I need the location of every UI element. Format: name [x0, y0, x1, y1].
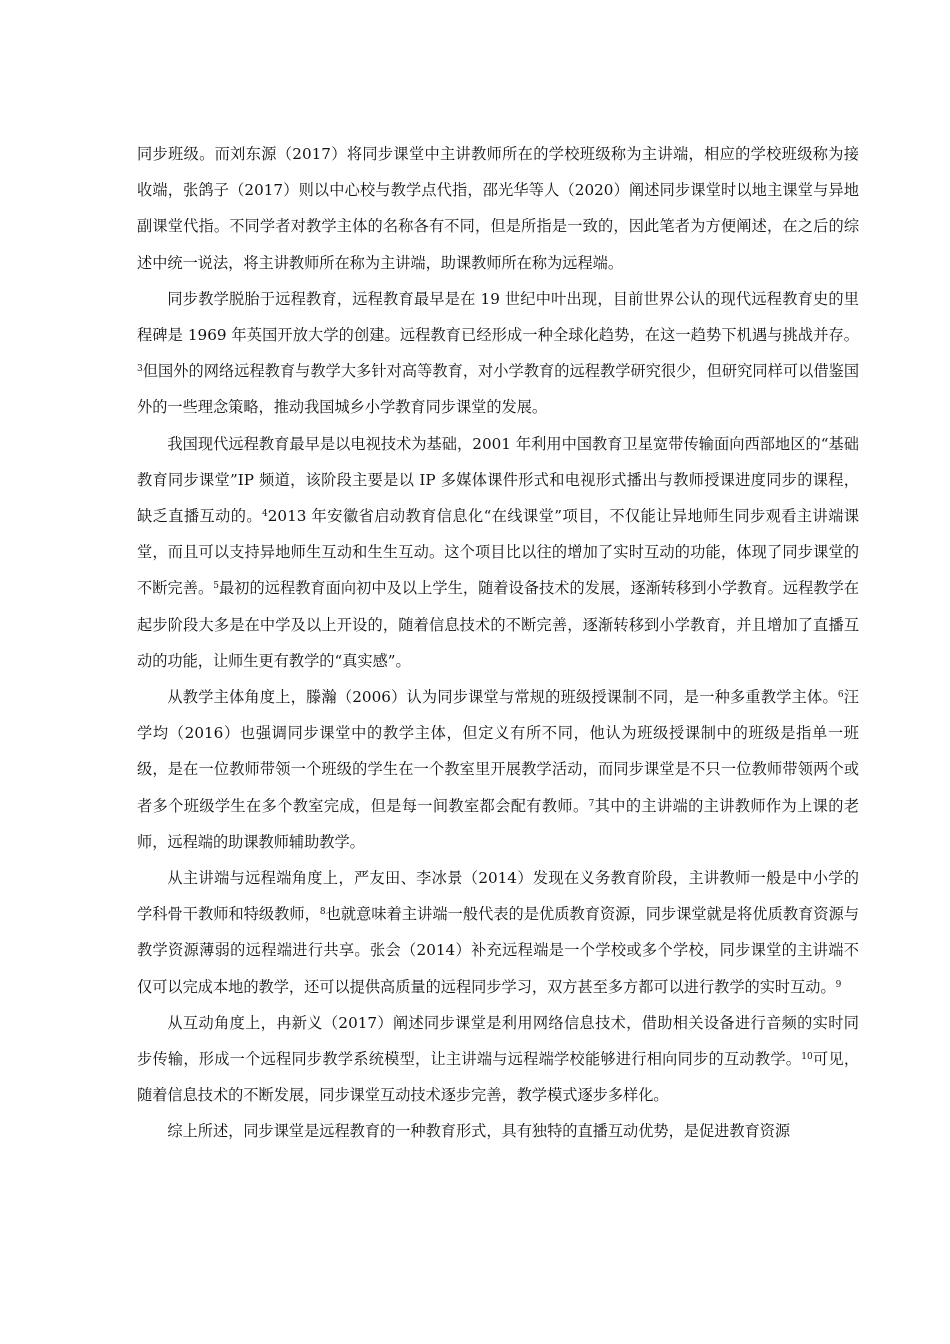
- paragraph-5: [137, 860, 859, 1005]
- text-segment: 2013 年安徽省启动教育信息化“在线课堂”项目，不仅能让异地师生同步观看主讲端课堂，而且可以支持异地师生互动和生生互动。这个项目比以往的增加了实时互动的功能，体现了同步课堂的不断完善。: [137, 507, 860, 598]
- footnote-ref[interactable]: 6: [837, 690, 844, 701]
- paragraph-6: [137, 1005, 859, 1114]
- text-segment: 可见，随着信息技术的不断发展，同步课堂互动技术逐步完善，教学模式逐步多样化。: [137, 1050, 860, 1105]
- paragraph-7: [137, 1113, 859, 1149]
- text-segment: 从互动角度上，冉新义（2017）阐述同步课堂是利用网络信息技术，借助相关设备进行音频的实时同步传输，形成一个远程同步教学系统模型，让主讲端与远程端学校能够进行相向同步的互动教学。: [137, 1013, 859, 1069]
- footnote-ref[interactable]: 10: [801, 1052, 813, 1063]
- text-segment: 从主讲端与远程端角度上，严友田、李冰景（2014）发现在义务教育阶段，主讲教师一般是中小学的学科骨干教师和特级教师，: [137, 869, 859, 924]
- text-segment: 汪学均（2016）也强调同步课堂中的教学主体，但定义有所不同，他认为班级授课制中的班级是指单一班级，是在一位教师带领一个班级的学生在一个教室里开展教学活动，而同步课堂是不只一位教师带领两个或者多个班级学生在多个教室完成，但是每一间教室都会配有教师。: [137, 688, 859, 815]
- footnote-ref[interactable]: 9: [835, 979, 842, 990]
- text-segment: 最初的远程教育面向初中及以上学生，随着设备技术的发展，逐渐转移到小学教育。远程教学在起步阶段大多是在中学及以上开设的，随着信息技术的不断完善，逐渐转移到小学教育，并且增加了直播互动的功能，让师生更有教学的“真实感”。: [137, 579, 860, 670]
- footnote-ref[interactable]: 5: [213, 581, 219, 592]
- footnote-ref[interactable]: 3: [137, 364, 143, 375]
- paragraph-4: [137, 679, 859, 860]
- footnote-ref[interactable]: 8: [319, 907, 326, 918]
- text-segment: 同步班级。而刘东源（2017）将同步课堂中主讲教师所在的学校班级称为主讲端，相应的学校班级称为接收端，张鸽子（2017）则以中心校与教学点代指，邵光华等人（2020）阐述同步课堂时以地主课堂与异地副课堂代指。不同学者对教学主体的名称各有不同，但是所指是一致的，因此笔者为方便阐述，在之后的综述中统一说法，将主讲教师所在称为主讲端，助课教师所在称为远程端。: [137, 145, 859, 272]
- paragraph-2: [137, 281, 859, 426]
- text-segment: 从教学主体角度上，滕瀚（2006）认为同步课堂与常规的班级授课制不同，是一种多重教学主体。: [167, 688, 838, 707]
- text-segment: 综上所述，同步课堂是远程教育的一种教育形式，具有独特的直播互动优势，是促进教育资源: [167, 1122, 791, 1141]
- paragraph-1: [137, 136, 859, 281]
- paragraph-3: [137, 426, 859, 679]
- body-text: [137, 136, 859, 1150]
- footnote-ref[interactable]: 7: [588, 798, 595, 809]
- text-segment: 但国外的网络远程教育与教学大多针对高等教育，对小学教育的远程教学研究很少，但研究同样可以借鉴国外的一些理念策略，推动我国城乡小学教育同步课堂的发展。: [137, 362, 859, 417]
- text-segment: 同步教学脱胎于远程教育，远程教育最早是在 19 世纪中叶出现，目前世界公认的现代远程教育史的里程碑是 1969 年英国开放大学的创建。远程教育已经形成一种全球化趋势，在这一趋势下机遇与挑战并存。: [137, 289, 859, 345]
- footnote-ref[interactable]: 4: [262, 509, 268, 520]
- text-segment: 我国现代远程教育最早是以电视技术为基础，2001 年利用中国教育卫星宽带传输面向西部地区的“基础教育同步课堂”IP 频道，该阶段主要是以 IP 多媒体课件形式和电视形式播出与教师授课进度同步的课程，缺乏直播互动的。: [137, 434, 859, 526]
- text-segment: 也就意味着主讲端一般代表的是优质教育资源，同步课堂就是将优质教育资源与教学资源薄弱的远程端进行共享。张会（2014）补充远程端是一个学校或多个学校，同步课堂的主讲端不仅可以完成本地的教学，还可以提供高质量的远程同步学习，双方甚至多方都可以进行教学的实时互动。: [137, 905, 860, 996]
- text-segment: 其中的主讲端的主讲教师作为上课的老师，远程端的助课教师辅助教学。: [137, 796, 860, 851]
